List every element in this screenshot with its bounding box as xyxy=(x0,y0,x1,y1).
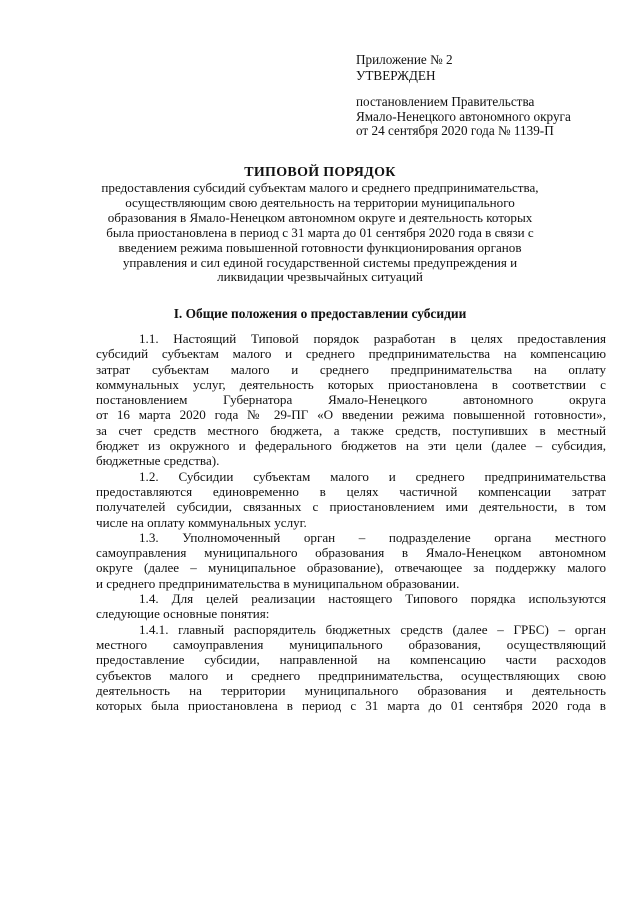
body-line: постановлением Губернатора Ямало-Ненецкого автономного округа xyxy=(96,392,606,408)
approved-label: УТВЕРЖДЕН xyxy=(356,67,436,83)
body-line: предоставляются единовременно в целях частичной компенсации затрат xyxy=(96,483,606,499)
approved-by-line: постановлением Правительства xyxy=(356,94,535,109)
subtitle-line: образования в Ямало-Ненецком автономном округе и деятельность которых xyxy=(107,210,533,225)
document-body xyxy=(96,331,606,713)
body-line: деятельность на территории муниципального образования и деятельность xyxy=(96,682,606,698)
section-title: I. Общие положения о предоставлении субсидии xyxy=(173,306,467,321)
appendix-label: Приложение № 2 xyxy=(356,52,453,67)
body-line: получателей субсидии, связанных с приостановлением ими деятельности, в том xyxy=(96,499,606,515)
body-line: субсидий субъектам малого и среднего предпринимательства на компенсацию xyxy=(96,346,606,362)
body-line: от 16 марта 2020 года № 29-ПГ «О введении режима повышенной готовности», xyxy=(96,407,606,423)
approved-by-line: от 24 сентября 2020 года № 1139-П xyxy=(356,123,554,139)
body-line: самоуправления муниципального образования в Ямало-Ненецком автономном xyxy=(96,545,606,561)
body-line: 1.2. Субсидии субъектам малого и среднего предпринимательства xyxy=(139,468,606,484)
appendix-block xyxy=(356,52,453,83)
body-line: бюджет из окружного и федерального бюджетов на эти цели (далее – субсидия, xyxy=(96,438,606,454)
body-line: предоставление субсидии, направленной на компенсацию части расходов xyxy=(96,652,606,668)
body-line: 1.4.1. главный распорядитель бюджетных средств (далее – ГРБС) – орган xyxy=(139,621,606,637)
body-line: следующие основные понятия: xyxy=(96,606,270,622)
body-line: затрат субъектам малого и среднего предпринимательства на оплату xyxy=(96,361,606,377)
body-line: 1.1. Настоящий Типовой порядок разработан в целях предоставления xyxy=(139,331,606,346)
body-line: за счет средств местного бюджета, а также средств, поступивших в местный xyxy=(96,422,606,438)
body-line: местного самоуправления муниципального образования, осуществляющий xyxy=(96,636,606,652)
body-line: 1.3. Уполномоченный орган – подразделение органа местного xyxy=(139,529,606,545)
body-line: и среднего предпринимательства в муниципальном образовании. xyxy=(96,575,460,591)
body-line: округе (далее – муниципальное образование), отвечающее за поддержку малого xyxy=(96,560,606,576)
subtitle-line: управления и сил единой государственной системы предупреждения и xyxy=(122,255,518,270)
body-line: субъектов малого и среднего предпринимательства, осуществляющих свою xyxy=(96,667,606,683)
document-subtitle xyxy=(96,181,544,285)
body-line: бюджетные средства). xyxy=(96,453,220,469)
body-line: числе на оплату коммунальных услуг. xyxy=(96,514,307,530)
body-line: 1.4. Для целей реализации настоящего Типового порядка используются xyxy=(139,591,606,607)
subtitle-line: предоставления субсидий субъектам малого и среднего предпринимательства, xyxy=(101,181,539,195)
subtitle-line: введением режима повышенной готовности функционирования органов xyxy=(118,240,522,255)
approved-by-block xyxy=(356,95,571,139)
subtitle-line: ликвидации чрезвычайных ситуаций xyxy=(217,270,423,285)
approved-by-line: Ямало-Ненецкого автономного округа xyxy=(356,108,571,124)
subtitle-line: была приостановлена в период с 31 марта до 01 сентября 2020 года в связи с xyxy=(106,225,534,240)
subtitle-line: осуществляющим свою деятельность на территории муниципального xyxy=(125,195,515,210)
body-line: которых была приостановлена в период с 31 марта до 01 сентября 2020 года в xyxy=(96,698,606,714)
document-title: ТИПОВОЙ ПОРЯДОК xyxy=(244,165,396,180)
body-line: коммунальных услуг, деятельность которых приостановлена в соответствии с xyxy=(96,376,606,392)
